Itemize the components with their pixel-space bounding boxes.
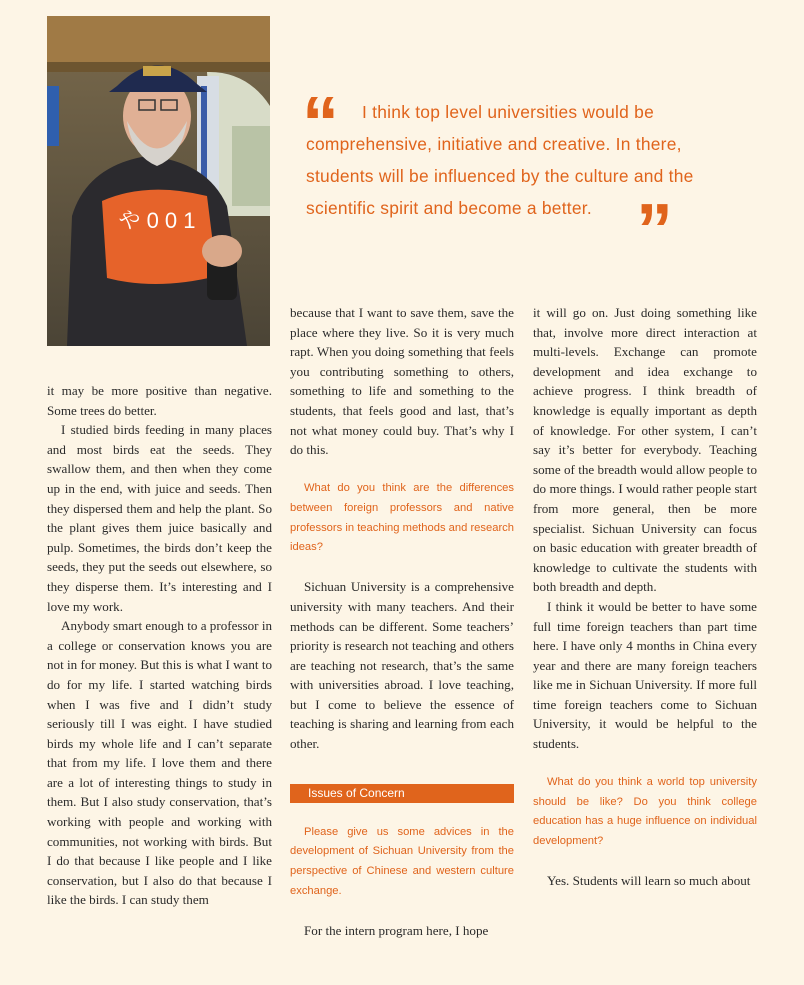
column-1 <box>47 381 272 910</box>
column-3 <box>533 303 757 891</box>
interview-question: What do you think are the differences between foreign professors and native professors in teaching methods and research ideas? <box>290 482 514 554</box>
paragraph: Anybody smart enough to a professor in a college or conservation knows you are not in for money. But this is what I want to do for my life. I started watching birds when I was five and I didn’t study seriously till I was eight. I have studied birds my whole life and I can’t separate that from my life. I love them and there are a lot of interesting things to study in them. But I also study conservation, that’s working with people and working with communities, not working with birds. But I do that because I like people and I like conservation, but I also do that because I like the birds. I can study them <box>47 618 272 908</box>
paragraph: it may be more positive than negative. Some trees do better. <box>47 383 272 418</box>
paragraph: because that I want to save them, save the place where they live. So it is very much rapt. When you doing something that feels you contributing something to others, something to life and something to the students, that feels good and last, that’s not what money could buy. That’s why I do this. <box>290 305 514 458</box>
paragraph: Sichuan University is a comprehensive university with many teachers. And their methods can be different. Some teachers’ priority is research not teaching and others are teaching not research, that’s the same with universities abroad. I love teaching, but I come to believe the essence of teaching is sharing and learning from each other. <box>290 579 514 752</box>
portrait-illustration <box>47 16 270 346</box>
portrait-photo <box>47 16 270 346</box>
paragraph: I think it would be better to have some full time foreign teachers than part time here. I have only 4 months in China every year and there are many foreign teachers like me in Sichuan University. If more full time foreign teachers come to Sichuan University, it would be helpful to the students. <box>533 598 757 752</box>
open-quote-mark: “ <box>302 81 339 164</box>
column-2 <box>290 303 514 940</box>
interview-question: Please give us some advices in the development of Sichuan University from the perspective of Chinese and western culture exchange. <box>290 825 514 897</box>
paragraph: I studied birds feeding in many places and most birds eat the seeds. They swallow them, and then when they come up in the end, with juice and seeds. Then they dispersed them and help the plant. So the plant gives them juice basically and pulp. Sometimes, the birds don’t keep the seeds, they put the seeds out elsewhere, so they disperse them. It’s interesting and I love my work. <box>47 422 272 614</box>
section-heading: Issues of Concern <box>290 784 514 803</box>
paragraph: it will go on. Just doing something like that, involve more direct interaction at multi-levels. Exchange can promote development and idea exchange to achieve progress. I think breadth of knowledge is equally important as depth of knowledge. For other system, I can’t say it’s better for everybody. Teaching some of the breadth would allow people to do more things. I would rather people start from more general, then be more specialist. Sichuan University can focus on basic education with greater breadth of knowledge to cultivate the students with both breadth and depth. <box>533 305 757 595</box>
pull-quote <box>306 96 754 224</box>
close-quote-mark: ” <box>636 188 673 271</box>
paragraph: For the intern program here, I hope <box>304 922 489 938</box>
vest-text: や 0 0 1 <box>118 208 196 233</box>
pull-quote-text: I think top level universities would be comprehensive, initiative and creative. In there, students will be influenced by the culture and the scientific spirit and become a better. <box>306 102 694 218</box>
interview-question: What do you think a world top university should be like? Do you think college education has a huge influence on individual development? <box>533 776 757 848</box>
paragraph: Yes. Students will learn so much about <box>547 873 751 889</box>
